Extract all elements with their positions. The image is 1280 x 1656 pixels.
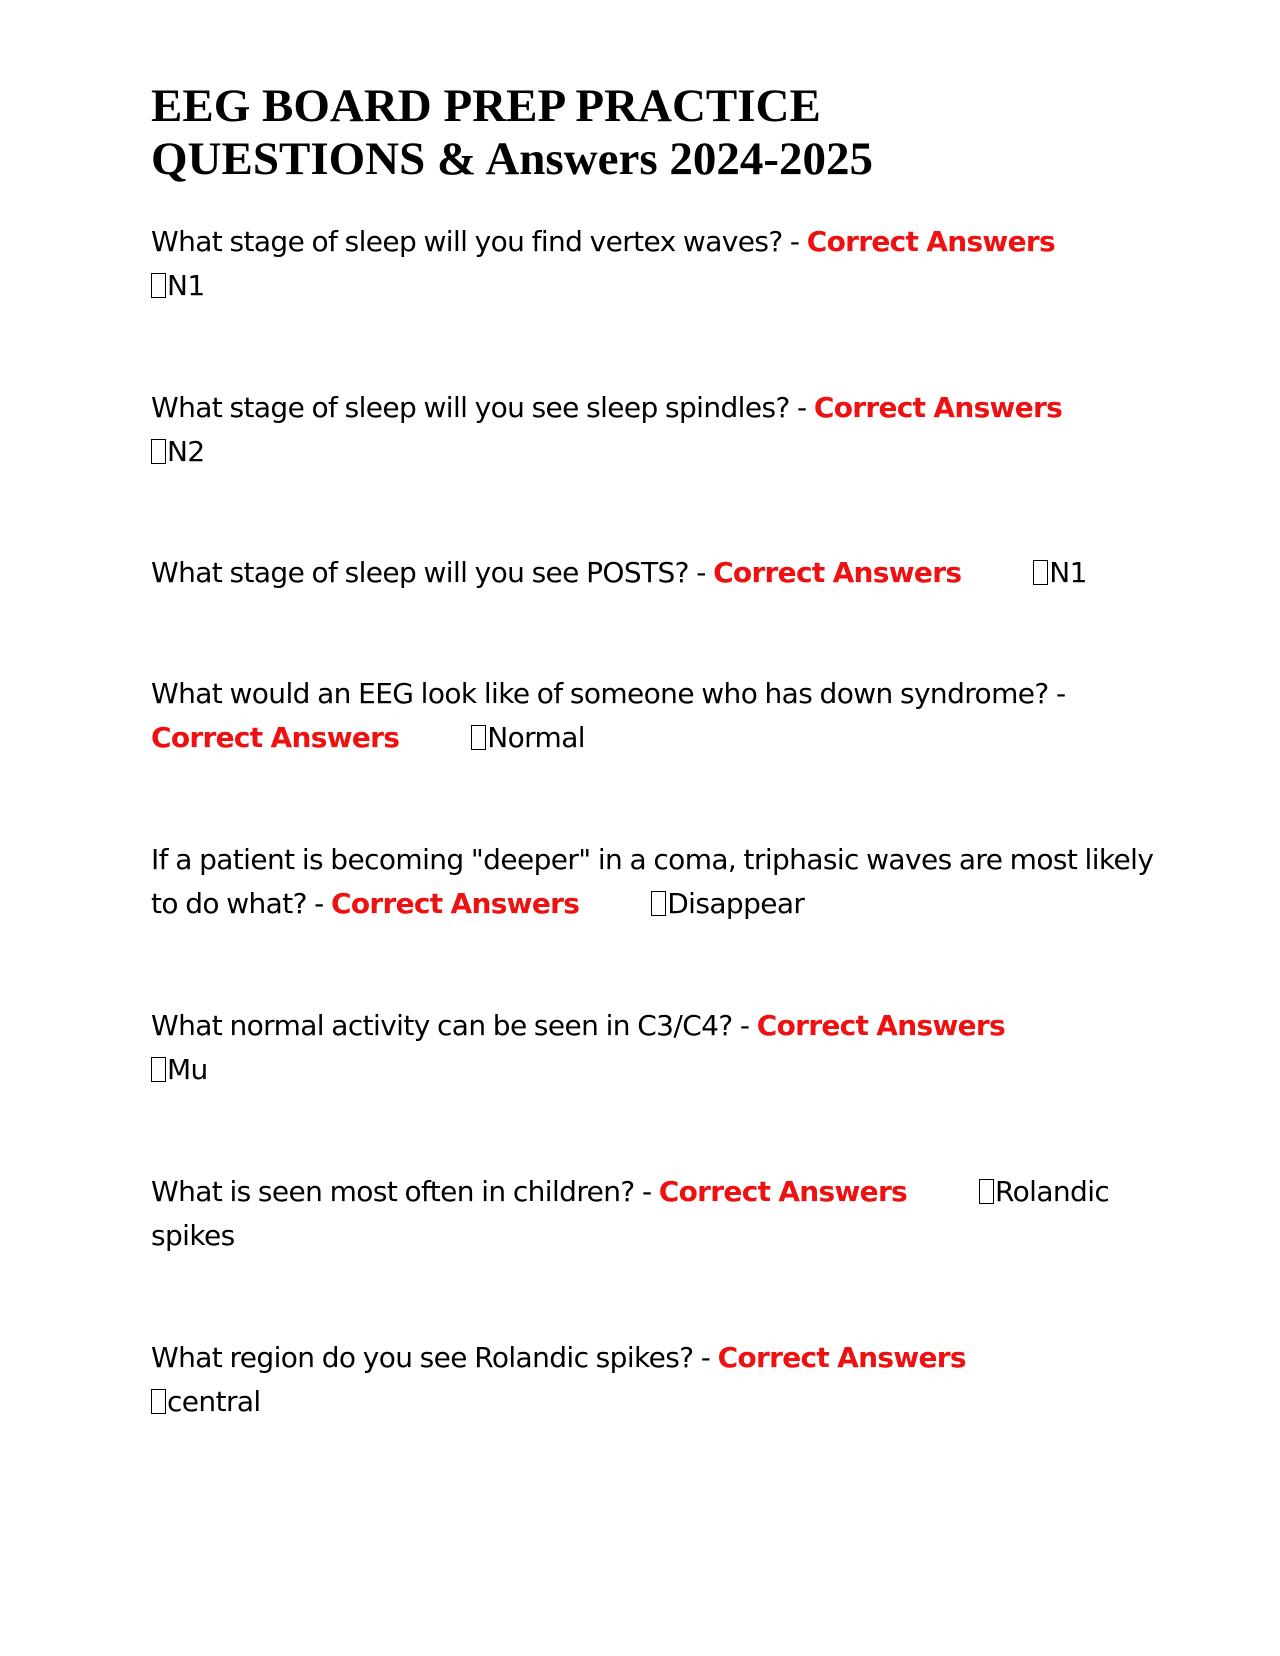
correct-answers-label: Correct Answers bbox=[813, 391, 1063, 424]
document-title bbox=[151, 80, 1151, 186]
answer-text: Mu bbox=[167, 1053, 208, 1086]
qa-item-1 bbox=[151, 220, 1161, 308]
question-text: What region do you see Rolandic spikes? - bbox=[151, 1341, 711, 1374]
answer-text: N1 bbox=[1049, 556, 1087, 589]
qa-item-6 bbox=[151, 1004, 1161, 1092]
checkbox-glyph-icon bbox=[151, 1057, 166, 1082]
answer-text: Normal bbox=[487, 721, 585, 754]
answer-text: N1 bbox=[167, 269, 205, 302]
question-text: What would an EEG look like of someone who has down syndrome? - bbox=[151, 677, 1066, 710]
qa-item-5 bbox=[151, 838, 1161, 926]
answer-text: N2 bbox=[167, 435, 205, 468]
checkbox-glyph-icon bbox=[471, 725, 486, 750]
question-text: What stage of sleep will you find vertex waves? - bbox=[151, 225, 800, 258]
title-line-1: EEG BOARD PREP PRACTICE bbox=[151, 80, 821, 132]
question-text: If a patient is becoming "deeper" in a coma, triphasic waves are most likely to do what? - bbox=[151, 843, 1154, 920]
correct-answers-label: Correct Answers bbox=[756, 1009, 1005, 1042]
answer-text: Rolandic spikes bbox=[151, 1175, 1110, 1252]
correct-answers-label: Correct Answers bbox=[658, 1175, 908, 1208]
checkbox-glyph-icon bbox=[151, 439, 166, 464]
correct-answers-label: Correct Answers bbox=[717, 1341, 966, 1374]
correct-answers-label: Correct Answers bbox=[330, 887, 580, 920]
checkbox-glyph-icon bbox=[979, 1179, 994, 1204]
qa-item-8 bbox=[151, 1336, 1161, 1424]
checkbox-glyph-icon bbox=[1033, 560, 1048, 585]
title-line-2: QUESTIONS & Answers 2024-2025 bbox=[151, 133, 874, 185]
qa-item-7 bbox=[151, 1170, 1161, 1258]
question-text: What is seen most often in children? - bbox=[151, 1175, 652, 1208]
question-text: What stage of sleep will you see POSTS? - bbox=[151, 556, 706, 589]
question-text: What stage of sleep will you see sleep spindles? - bbox=[151, 391, 807, 424]
correct-answers-label: Correct Answers bbox=[713, 556, 962, 589]
checkbox-glyph-icon bbox=[151, 273, 166, 298]
checkbox-glyph-icon bbox=[651, 891, 666, 916]
qa-item-3 bbox=[151, 551, 1161, 595]
qa-item-2 bbox=[151, 386, 1161, 474]
answer-text: Disappear bbox=[667, 887, 805, 920]
correct-answers-label: Correct Answers bbox=[151, 721, 400, 754]
correct-answers-label: Correct Answers bbox=[806, 225, 1055, 258]
checkbox-glyph-icon bbox=[151, 1389, 166, 1414]
qa-item-4 bbox=[151, 672, 1161, 760]
answer-text: central bbox=[167, 1385, 261, 1418]
question-text: What normal activity can be seen in C3/C4? - bbox=[151, 1009, 750, 1042]
